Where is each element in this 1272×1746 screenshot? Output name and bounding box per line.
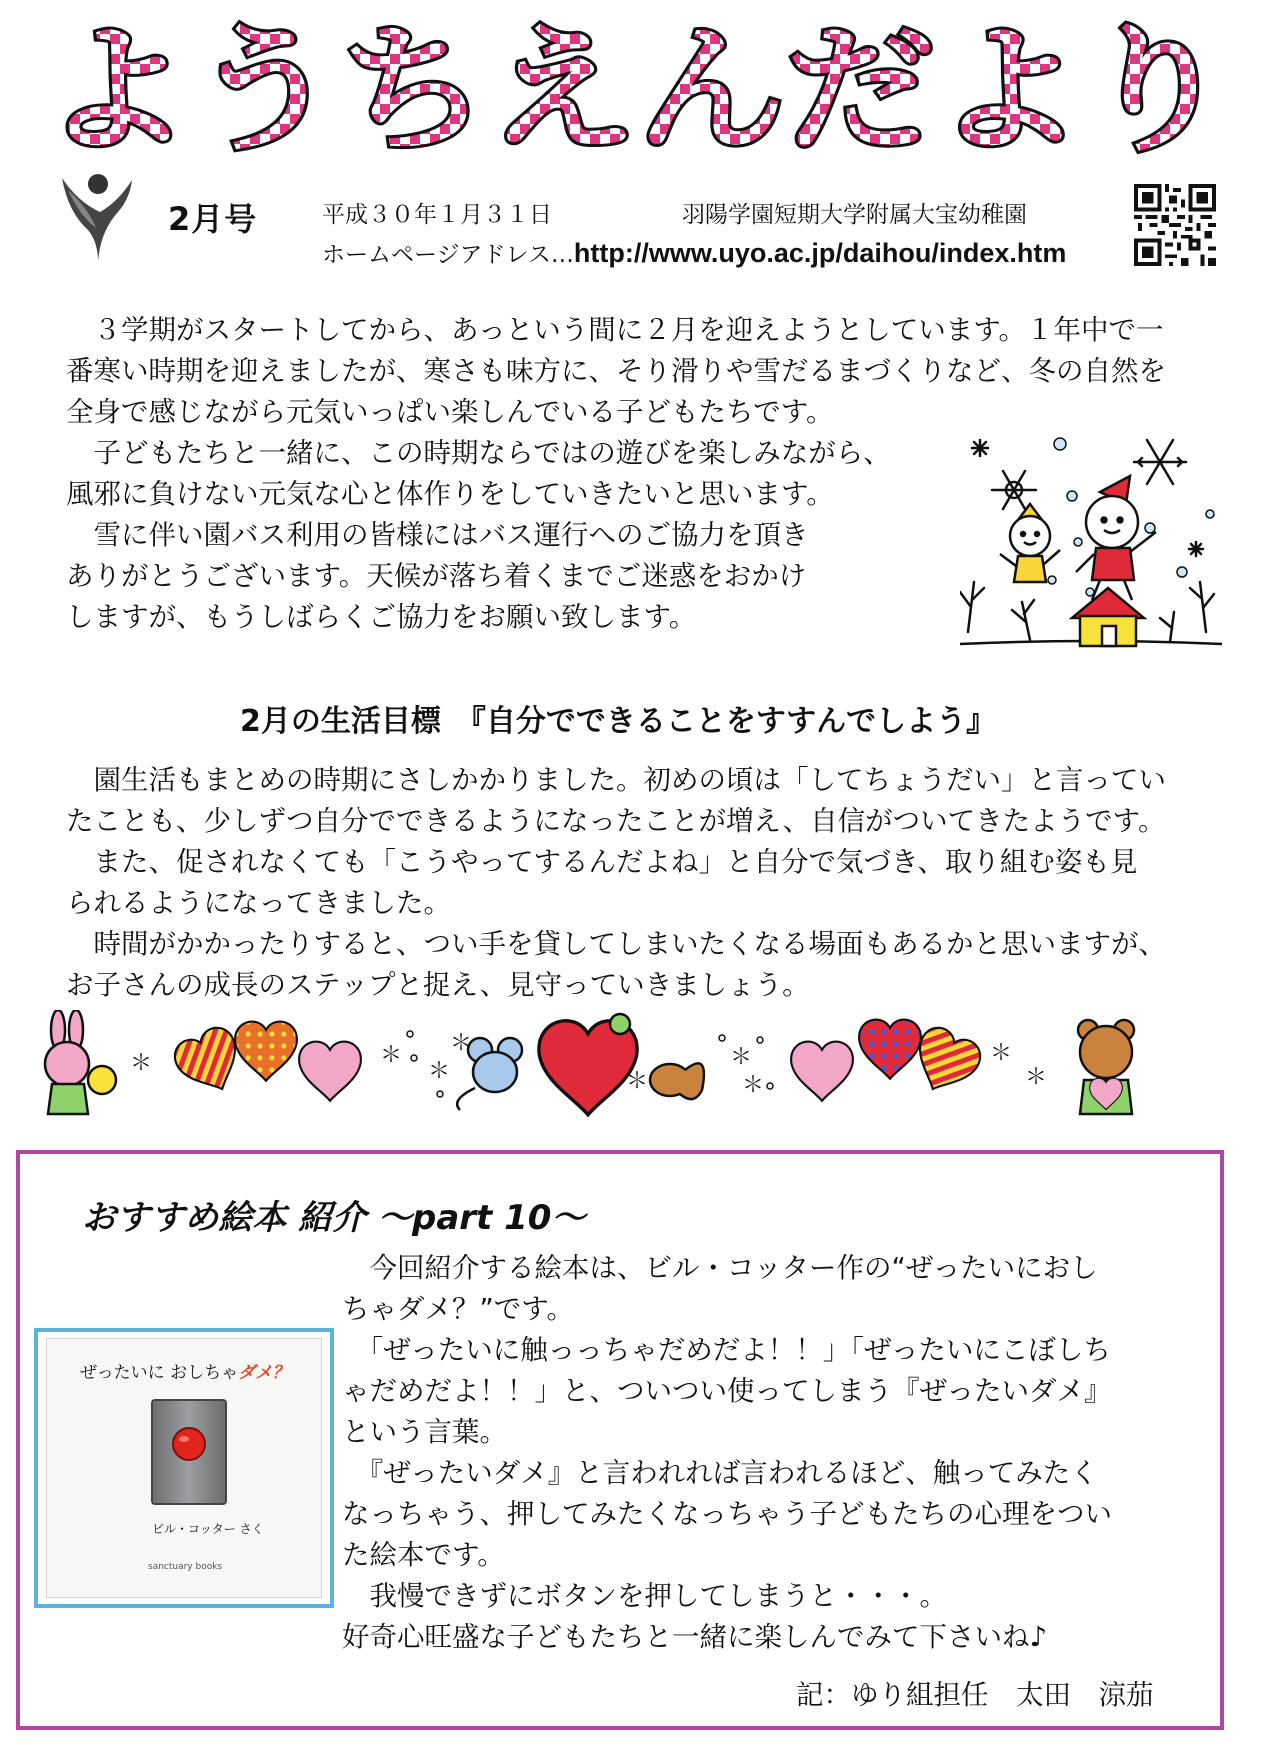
book-line: 我慢できずにボタンを押してしまうと・・・。 xyxy=(342,1580,947,1612)
goal-line: 園生活もまとめの時期にさしかかりました。初めの頃は「してちょうだい」と言ってい xyxy=(66,764,1166,796)
squirrel-icon xyxy=(650,1063,704,1099)
monthly-goal-paragraph xyxy=(66,760,1166,1006)
cover-title-accent: ダメ？ xyxy=(238,1363,290,1383)
book-line: 今回紹介する絵本は、ビル・コッター作の“ぜったいにおし xyxy=(342,1252,1098,1284)
intro-line: 番寒い時期を迎えましたが、寒さも味方に、そり滑りや雪だるまづくりなど、冬の自然を xyxy=(66,355,1166,387)
svg-text:＊: ＊ xyxy=(730,1045,753,1070)
school-name: 羽陽学園短期大学附属大宝幼稚園 xyxy=(682,202,1027,228)
svg-text:＊: ＊ xyxy=(626,1069,649,1094)
school-logo xyxy=(58,172,134,264)
title-text: ようちえんだより xyxy=(42,14,1232,164)
book-section-heading: おすすめ絵本 紹介 ～part 10～ xyxy=(82,1198,586,1238)
publish-date: 平成３０年１月３１日 xyxy=(322,202,552,228)
goal-line: お子さんの成長のステップと捉え、見守っていきましょう。 xyxy=(66,969,810,1001)
book-line: 好奇心旺盛な子どもたちと一緒に楽しんでみて下さいね♪ xyxy=(342,1621,1048,1653)
svg-text:＊: ＊ xyxy=(130,1051,153,1076)
svg-text:＊: ＊ xyxy=(742,1073,765,1098)
author-signature: 記：ゆり組担任 太田 涼茄 xyxy=(796,1679,1154,1711)
bear-icon xyxy=(1078,1020,1134,1114)
newsletter-title xyxy=(30,14,1245,164)
intro-line: 子どもたちと一緒に、この時期ならではの遊びを楽しみながら、 xyxy=(66,437,891,469)
svg-text:＊: ＊ xyxy=(990,1041,1013,1066)
winter-children-illustration xyxy=(960,432,1222,688)
svg-text:＊: ＊ xyxy=(428,1059,451,1084)
monthly-goal-heading: 2月の生活目標 『自分でできることをすすんでしよう』 xyxy=(240,704,997,739)
goal-line: また、促されなくても「こうやってするんだよね」と自分で気づき、取り組む姿も見 xyxy=(66,846,1138,878)
cover-title-plain: ぜったいに おしちゃ xyxy=(80,1363,239,1383)
svg-text:＊: ＊ xyxy=(450,1031,473,1056)
homepage-label: ホームページアドレス… xyxy=(322,242,574,268)
goal-line: たことも、少しずつ自分でできるようになったことが増え、自信がついてきたようです。 xyxy=(66,805,1166,837)
qr-code-icon[interactable] xyxy=(1134,184,1216,266)
cover-publisher: sanctuary books xyxy=(148,1562,223,1572)
intro-line: 全身で感じながら元気いっぱい楽しんでいる子どもたちです。 xyxy=(66,396,834,428)
intro-line: しますが、もうしばらくご協力をお願い致します。 xyxy=(66,601,697,633)
book-line: 『ぜったいダメ』と言われれば言われるほど、触ってみたく xyxy=(342,1457,1098,1489)
issue-number: 2月号 xyxy=(168,200,258,238)
book-line: なっちゃう、押してみたくなっちゃう子どもたちの心理をつい xyxy=(342,1498,1112,1530)
goal-line: 時間がかかったりすると、つい手を貸してしまいたくなる場面もあるかと思いますが、 xyxy=(66,928,1166,960)
decorative-heart-divider xyxy=(30,1010,1242,1130)
intro-line: 風邪に負けない元気な心と体作りをしていきたいと思います。 xyxy=(66,478,834,510)
book-line: ゃだめだよ！！」と、ついつい使ってしまう『ぜったいダメ』 xyxy=(342,1375,1112,1407)
book-line: という言葉。 xyxy=(342,1416,507,1448)
intro-line: 雪に伴い園バス利用の皆様にはバス運行へのご協力を頂き xyxy=(66,519,809,551)
svg-text:＊: ＊ xyxy=(380,1043,403,1068)
svg-text:＊: ＊ xyxy=(1025,1065,1048,1090)
red-button-icon xyxy=(150,1398,228,1506)
homepage-url[interactable]: http://www.uyo.ac.jp/daihou/index.htm xyxy=(573,238,1067,268)
cover-author: ビル・コッター さく xyxy=(152,1522,264,1536)
book-line: 「ぜったいに触っっちゃだめだよ！！」「ぜったいにこぼしち xyxy=(342,1334,1111,1366)
intro-line: ３学期がスタートしてから、あっという間に２月を迎えようとしています。１年中で一 xyxy=(66,314,1164,346)
goal-line: られるようになってきました。 xyxy=(66,887,451,919)
cover-title xyxy=(80,1358,289,1383)
book-line: た絵本です。 xyxy=(342,1539,505,1571)
snowflake-icon xyxy=(1134,440,1186,484)
intro-line: ありがとうございます。天候が落ち着くまでご迷惑をおかけ xyxy=(66,560,807,592)
homepage-row xyxy=(322,236,1066,269)
book-description xyxy=(342,1248,1112,1658)
book-line: ちゃダメ？”です。 xyxy=(342,1293,575,1325)
rabbit-icon xyxy=(45,1010,116,1114)
